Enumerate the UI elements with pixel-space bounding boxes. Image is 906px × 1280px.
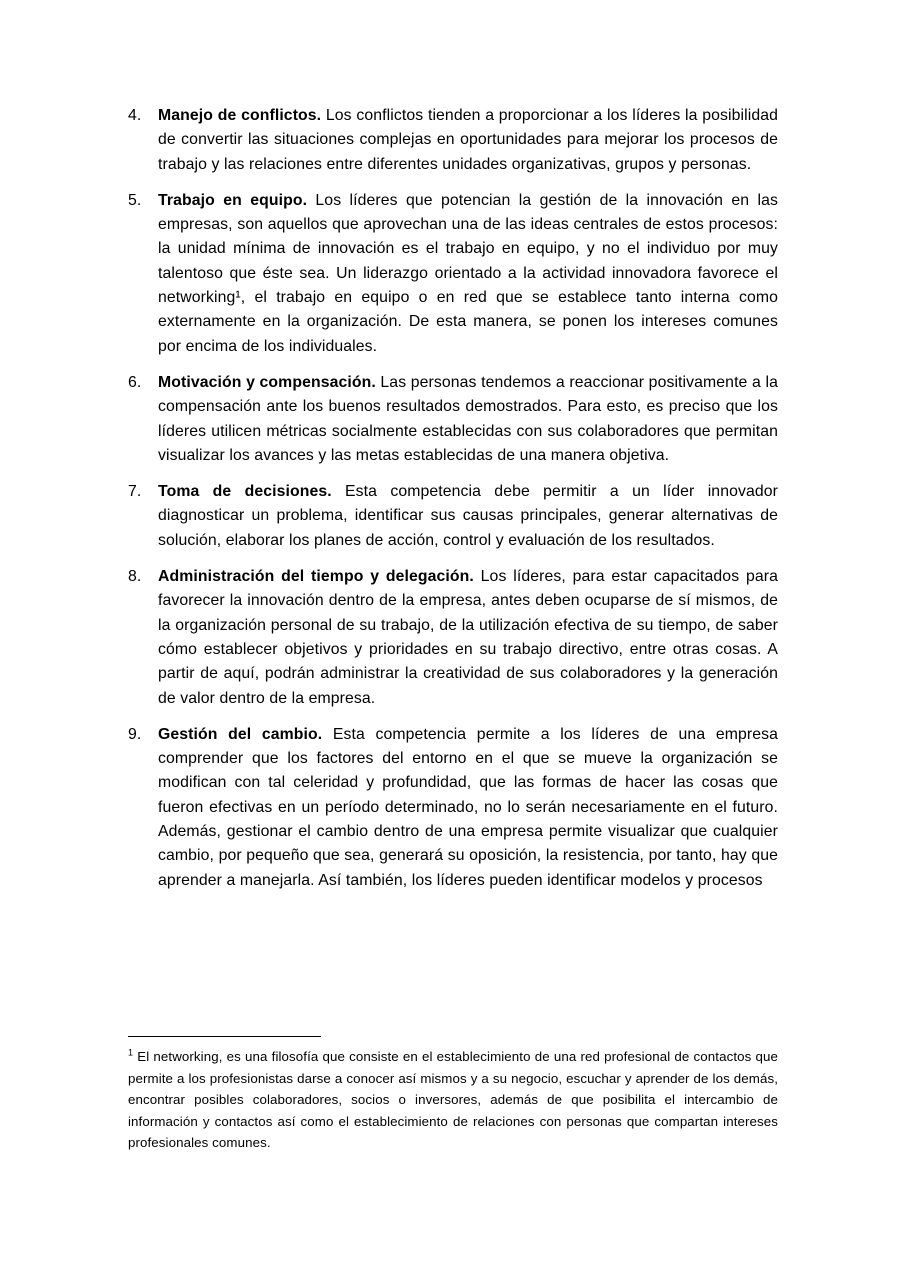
item-number: 7.	[128, 483, 142, 501]
footnote-divider	[128, 1036, 321, 1037]
item-body: Esta competencia debe permitir a un líder innovador diagnosticar un problema, identificar sus causas principales, generar alternativas de solución, elaborar los planes de acción, control y evaluación de los resultados.	[158, 483, 778, 549]
footnote	[128, 1036, 778, 1154]
footnote-body: El networking, es una filosofía que consiste en el establecimiento de una red profesional de contactos que permite a los profesionistas darse a conocer así mismos y a su negocio, escuchar y aprender de los demás, encontrar posibles colaboradores, socios o inversores, además de que posibilita el intercambio de información y contactos así como el establecimiento de relaciones con personas que compartan intereses profesionales comunes.	[128, 1049, 778, 1151]
footnote-marker: 1	[128, 1047, 134, 1058]
item-title: Trabajo en equipo.	[158, 191, 308, 209]
item-number: 9.	[128, 725, 142, 743]
item-number: 4.	[128, 107, 142, 124]
item-body: Las personas tendemos a reaccionar positivamente a la compensación ante los buenos resultados demostrados. Para esto, es preciso que los líderes utilicen métricas socialmente establecidas con sus colaboradores que permitan visualizar los avances y las metas establecidas de una manera objetiva.	[158, 373, 778, 464]
item-body: Esta competencia permite a los líderes de una empresa comprender que los factores del entorno en el que se mueve la organización se modifican con tal celeridad y profundidad, que las formas de hacer las cosas que fueron efectivas en un período determinado, no lo serán necesariamente en el futuro. Además, gestionar el cambio dentro de una empresa permite visualizar que cualquier cambio, por pequeño que sea, generará su oposición, la resistencia, por tanto, hay que aprender a manejarla. Así también, los líderes pueden identificar modelos y procesos	[158, 725, 778, 889]
list-item	[128, 189, 778, 359]
list-item	[128, 565, 778, 711]
item-body: Los conflictos tienden a proporcionar a los líderes la posibilidad de convertir las situaciones complejas en oportunidades para mejorar los procesos de trabajo y las relaciones entre diferentes unidades organizativas, grupos y personas.	[158, 107, 778, 173]
item-title: Manejo de conflictos.	[158, 107, 322, 124]
list-item	[128, 104, 778, 177]
list-item	[128, 723, 778, 893]
item-title: Motivación y compensación.	[158, 373, 376, 391]
list-item	[128, 371, 778, 468]
item-body: Los líderes, para estar capacitados para favorecer la innovación dentro de la empresa, antes deben ocuparse de sí mismos, de la organización personal de su trabajo, de la utilización efectiva de su tiempo, de saber cómo establecer objetivos y prioridades en su trabajo directivo, entre otras cosas. A partir de aquí, podrán administrar la creatividad de sus colaboradores y la generación de valor dentro de la empresa.	[158, 568, 778, 707]
footnote-text	[128, 1046, 778, 1154]
item-number: 6.	[128, 373, 142, 391]
list-item	[128, 480, 778, 553]
item-title: Gestión del cambio.	[158, 725, 323, 743]
item-number: 8.	[128, 568, 142, 586]
item-number: 5.	[128, 191, 142, 209]
numbered-list	[128, 104, 778, 905]
item-title: Administración del tiempo y delegación.	[158, 568, 474, 586]
item-title: Toma de decisiones.	[158, 483, 332, 501]
item-body: Los líderes que potencian la gestión de la innovación en las empresas, son aquellos que aprovechan una de las ideas centrales de estos procesos: la unidad mínima de innovación es el trabajo en equipo, y no el individuo por muy talentoso que éste sea. Un liderazgo orientado a la actividad innovadora favorece el networking¹, el trabajo en equipo o en red que se establece tanto interna como externamente en la organización. De esta manera, se ponen los intereses comunes por encima de los individuales.	[158, 191, 778, 355]
